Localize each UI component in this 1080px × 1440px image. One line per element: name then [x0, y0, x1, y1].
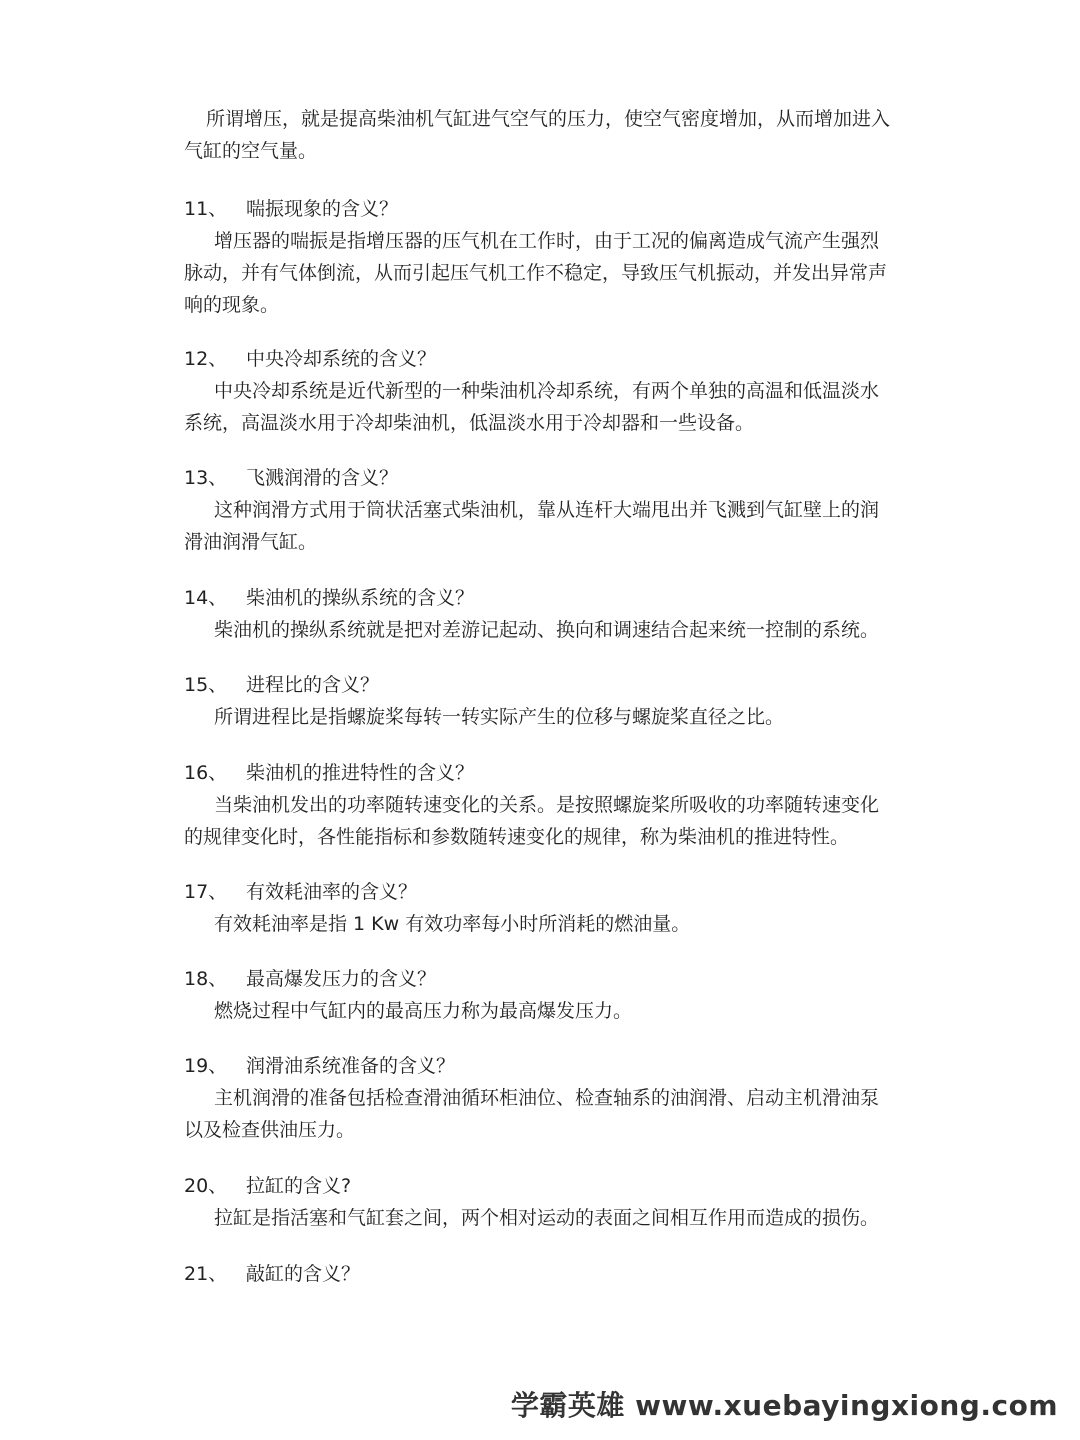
qa-item-20 — [184, 1170, 894, 1234]
intro-paragraph: 所谓增压，就是提高柴油机气缸进气空气的压力，使空气密度增加，从而增加进入气缸的空气量。 — [184, 108, 891, 162]
qa-item-14 — [184, 582, 894, 646]
answer-text: 主机润滑的准备包括检查滑油循环柜油位、检查轴系的油润滑、启动主机滑油泵以及检查供油压力。 — [184, 1087, 880, 1141]
answer-text: 拉缸是指活塞和气缸套之间，两个相对运动的表面之间相互作用而造成的损伤。 — [214, 1207, 880, 1229]
qa-item-17 — [184, 876, 894, 940]
question-line — [184, 757, 894, 789]
answer-text: 这种润滑方式用于筒状活塞式柴油机，靠从连杆大端甩出并飞溅到气缸壁上的润滑油润滑气缸。 — [184, 499, 880, 553]
question-line — [184, 1050, 894, 1082]
answer-text: 增压器的喘振是指增压器的压气机在工作时，由于工况的偏离造成气流产生强烈脉动，并有气体倒流，从而引起压气机工作不稳定，导致压气机振动，并发出异常声响的现象。 — [184, 230, 888, 316]
answer-text: 所谓进程比是指螺旋桨每转一转实际产生的位移与螺旋桨直径之比。 — [214, 706, 785, 728]
question-text: 最高爆发压力的含义？ — [246, 968, 437, 990]
question-number: 15、 — [184, 674, 228, 696]
qa-item-18 — [184, 963, 894, 1027]
answer-text: 当柴油机发出的功率随转速变化的关系。是按照螺旋桨所吸收的功率随转速变化的规律变化时，各性能指标和参数随转速变化的规律，称为柴油机的推进特性。 — [184, 794, 880, 848]
answer-text: 有效耗油率是指 1 Kw 有效功率每小时所消耗的燃油量。 — [214, 913, 691, 935]
watermark-footer: 学霸英雄 www.xuebayingxiong.com — [510, 1389, 1058, 1422]
question-line — [184, 193, 894, 225]
answer-text: 燃烧过程中气缸内的最高压力称为最高爆发压力。 — [214, 1000, 633, 1022]
question-number: 16、 — [184, 762, 228, 784]
answer-text: 柴油机的操纵系统就是把对差游记起动、换向和调速结合起来统一控制的系统。 — [214, 619, 880, 641]
question-text: 进程比的含义？ — [246, 674, 380, 696]
question-number: 19、 — [184, 1055, 228, 1077]
qa-item-12 — [184, 343, 894, 439]
question-number: 12、 — [184, 348, 228, 370]
question-number: 18、 — [184, 968, 228, 990]
question-line — [184, 462, 894, 494]
qa-item-13 — [184, 462, 894, 558]
question-text: 柴油机的推进特性的含义？ — [246, 762, 475, 784]
question-text: 喘振现象的含义？ — [246, 198, 399, 220]
question-number: 11、 — [184, 198, 228, 220]
qa-item-11 — [184, 193, 894, 321]
question-line — [184, 1170, 894, 1202]
answer-text: 中央冷却系统是近代新型的一种柴油机冷却系统，有两个单独的高温和低温淡水系统，高温淡水用于冷却柴油机，低温淡水用于冷却器和一些设备。 — [184, 380, 880, 434]
question-number: 14、 — [184, 587, 228, 609]
question-number: 17、 — [184, 881, 228, 903]
question-text: 柴油机的操纵系统的含义？ — [246, 587, 475, 609]
qa-item-15 — [184, 669, 894, 733]
question-line — [184, 1258, 894, 1290]
question-number: 20、 — [184, 1175, 228, 1197]
question-line — [184, 963, 894, 995]
qa-item-19 — [184, 1050, 894, 1146]
qa-item-16 — [184, 757, 894, 853]
question-number: 21、 — [184, 1263, 228, 1285]
qa-item-21 — [184, 1258, 894, 1290]
question-text: 有效耗油率的含义？ — [246, 881, 418, 903]
question-text: 润滑油系统准备的含义？ — [246, 1055, 456, 1077]
question-text: 拉缸的含义? — [246, 1175, 352, 1197]
question-line — [184, 876, 894, 908]
question-line — [184, 669, 894, 701]
question-line — [184, 343, 894, 375]
question-line — [184, 582, 894, 614]
question-text: 飞溅润滑的含义？ — [246, 467, 399, 489]
question-text: 敲缸的含义？ — [246, 1263, 361, 1285]
question-text: 中央冷却系统的含义？ — [246, 348, 437, 370]
question-number: 13、 — [184, 467, 228, 489]
